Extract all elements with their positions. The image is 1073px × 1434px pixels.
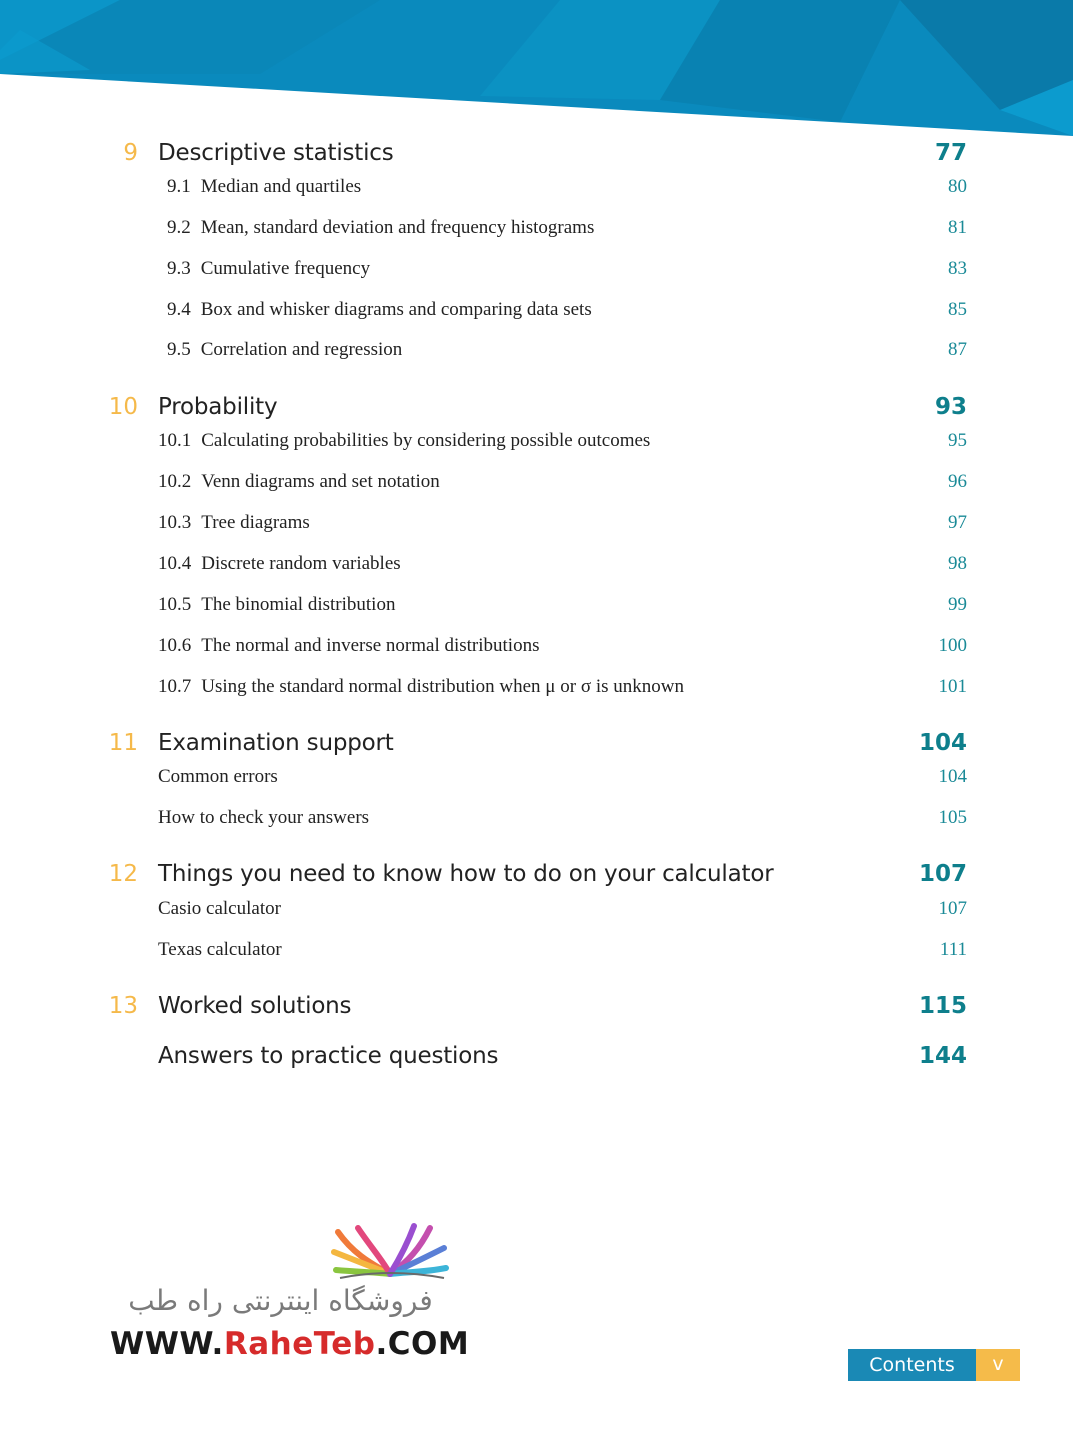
header-banner [0,0,1073,140]
section-entry [0,175,1073,199]
section-number: 9.1 [167,176,191,197]
chapter-title: Descriptive statistics [158,140,394,166]
section-number: 10.2 [158,471,192,492]
section-number: 10.7 [158,676,192,697]
chapter-title: Probability [158,394,278,420]
section-entry [0,257,1073,281]
section-page-number: 97 [948,512,967,533]
section-title-line [158,552,401,576]
chapter-page-number: 77 [934,140,967,166]
section-title-line [167,257,370,281]
chapter-title: Examination support [158,730,394,756]
section-number: 9.5 [167,339,191,360]
section-page-number: 99 [948,594,967,615]
section-title: Mean, standard deviation and frequency histograms [200,217,595,238]
section-entry [0,675,1073,699]
section-title-line [167,175,361,199]
section-title: Venn diagrams and set notation [201,471,440,492]
section-page-number: 107 [938,898,967,919]
section-title-line [158,765,278,789]
section-title: Using the standard normal distribution when μ or σ is unknown [201,676,684,697]
section-title: Median and quartiles [200,176,362,197]
url-brand: RaheTeb [223,1326,376,1362]
section-entry [0,593,1073,617]
url-suffix: .COM [375,1326,470,1362]
section-title: The normal and inverse normal distributions [201,635,540,656]
chapter-title: Things you need to know how to do on your calculator [158,861,774,887]
section-page-number: 100 [938,635,967,656]
section-entry [0,765,1073,789]
chapter-number: 13 [108,993,138,1019]
raheteb-watermark [108,1222,470,1372]
section-page-number: 95 [948,430,967,451]
section-title: Tree diagrams [201,512,310,533]
section-title-line [158,897,281,921]
section-page-number: 85 [948,299,967,320]
section-number: 9.3 [167,258,191,279]
chapter-page-number: 115 [918,993,967,1019]
section-title-line [167,216,594,240]
section-title-line [158,938,282,962]
section-title: Box and whisker diagrams and comparing data sets [200,299,592,320]
section-title-line [167,338,402,362]
section-number: 10.3 [158,512,192,533]
section-entry [0,216,1073,240]
section-page-number: 104 [938,766,967,787]
section-page-number: 105 [938,807,967,828]
section-page-number: 101 [938,676,967,697]
section-title-line [158,634,539,658]
section-number: 9.2 [167,217,191,238]
section-entry [0,338,1073,362]
watermark-url [110,1326,469,1362]
chapter-title: Worked solutions [158,993,352,1019]
chapter-page-number: 104 [918,730,967,756]
chapter-page-number: 107 [918,861,967,887]
chapter-number: 10 [108,394,138,420]
section-title: Discrete random variables [201,553,401,574]
footer-page-number: v [976,1349,1020,1381]
section-page-number: 111 [939,939,967,960]
section-entry [0,938,1073,962]
section-number: 10.6 [158,635,192,656]
section-title: Casio calculator [158,898,281,919]
open-book-logo-icon [108,1222,458,1284]
section-entry [0,298,1073,322]
section-entry [0,470,1073,494]
section-page-number: 87 [948,339,967,360]
chapter-title: Answers to practice questions [158,1043,499,1069]
section-page-number: 83 [948,258,967,279]
chapter-number: 11 [108,730,138,756]
section-entry [0,634,1073,658]
section-title: Texas calculator [158,939,282,960]
section-title: The binomial distribution [201,594,396,615]
chapter-number: 12 [108,861,138,887]
section-title: Common errors [158,766,278,787]
section-title: Cumulative frequency [200,258,371,279]
chapter-page-number: 93 [934,394,967,420]
chapter-number: 9 [123,140,138,166]
section-title: Calculating probabilities by considering possible outcomes [201,430,651,451]
section-title: Correlation and regression [200,339,403,360]
section-entry [0,552,1073,576]
section-number: 9.4 [167,299,191,320]
section-page-number: 80 [948,176,967,197]
footer-section-label: Contents [848,1349,976,1381]
section-entry [0,511,1073,535]
section-entry [0,429,1073,453]
section-number: 10.5 [158,594,192,615]
section-number: 10.4 [158,553,192,574]
chapter-page-number: 144 [918,1043,967,1069]
section-title-line [158,806,369,830]
footer-tab [848,1349,1020,1381]
section-title-line [158,675,684,699]
section-entry [0,806,1073,830]
watermark-persian-text: فروشگاه اینترنتی راه طب [128,1284,433,1317]
section-title-line [158,593,395,617]
section-title-line [167,298,592,322]
section-title: How to check your answers [158,807,370,828]
section-page-number: 96 [948,471,967,492]
url-prefix: WWW. [110,1326,224,1362]
section-title-line [158,511,310,535]
section-page-number: 81 [948,217,967,238]
section-title-line [158,429,650,453]
section-entry [0,897,1073,921]
section-page-number: 98 [948,553,967,574]
section-number: 10.1 [158,430,192,451]
section-title-line [158,470,440,494]
